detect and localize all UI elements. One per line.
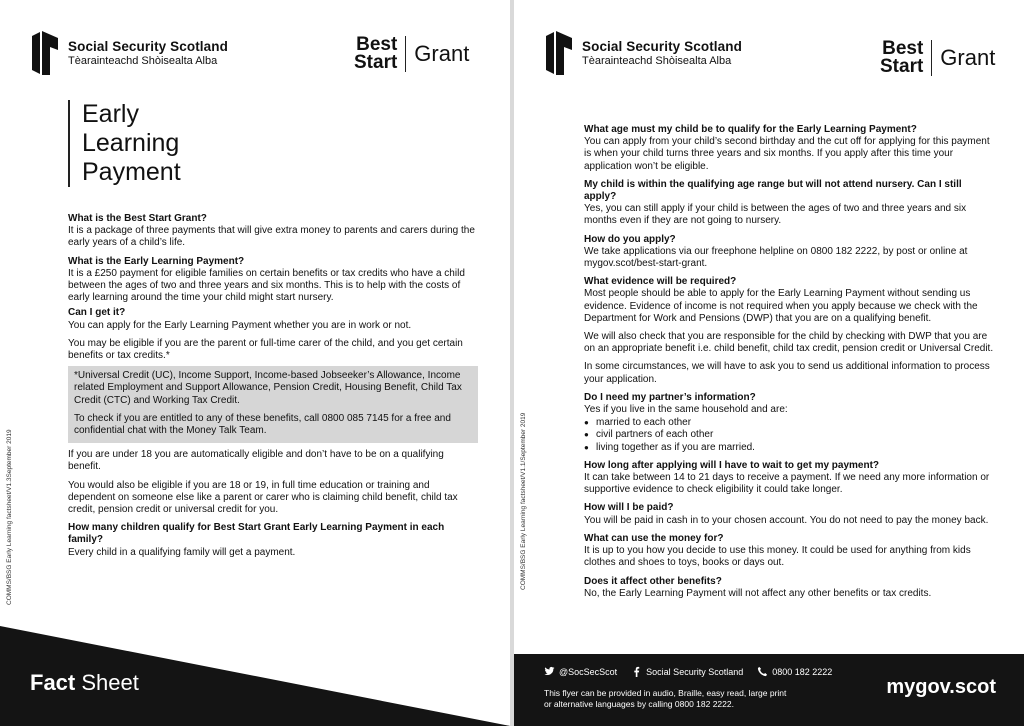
best-start-grant-logo: Best Start Grant — [880, 38, 996, 77]
question: How will I be paid? — [584, 502, 674, 514]
best-start-grant-logo: Best Start Grant — [354, 34, 470, 73]
question: What can use the money for? — [584, 532, 724, 544]
twitter-handle[interactable]: @SocSecScot — [559, 666, 618, 677]
question: Do I need my partner’s information? — [584, 391, 756, 403]
answer: In some circumstances, we will have to ask you to send us additional information to process your application. — [584, 361, 990, 385]
answer: It can take between 14 to 21 days to receive a payment. If we need any more information or supportive evidence to check eligibility it could take longer. — [584, 472, 990, 496]
org-name-gd: Tèarainteachd Shòisealta Alba — [68, 55, 218, 67]
question: What is the Best Start Grant? — [68, 213, 207, 224]
benefits-note-box: *Universal Credit (UC), Income Support, Income-based Jobseeker’s Allowance, Income related Employment and Support Allowance, Pension Credit, Housing Benefit, Child Tax Credit (CTC) and Working Tax Credit. To check if you are entitled to any of these benefits, call 0800 085 7145 for a free and confidential chat with the Money Talk Team. — [68, 366, 478, 443]
org-name-en: Social Security Scotland — [68, 39, 228, 54]
answer: Yes if you live in the same household and are: — [584, 404, 788, 416]
question: How long after applying will I have to wait to get my payment? — [584, 459, 880, 471]
partner-list — [584, 417, 994, 454]
facebook-page[interactable]: Social Security Scotland — [646, 666, 744, 677]
phone-number[interactable]: 0800 182 2222 — [772, 666, 833, 677]
left-content — [68, 213, 478, 559]
answer: Every child in a qualifying family will get a payment. — [68, 546, 296, 558]
org-name-gd: Tèarainteachd Shòisealta Alba — [582, 55, 732, 67]
mygov-logo[interactable]: mygov.scot — [886, 676, 996, 698]
question: What age must my child be to qualify for the Early Learning Payment? — [584, 124, 917, 135]
contact-row — [544, 666, 846, 677]
page-title: Early Learning Payment — [68, 100, 181, 187]
answer: We will also check that you are responsible for the child by checking with DWP that you are on an appropriate benefit i.e. child benefit, child tax credit, pension credit or Universal Credit. — [584, 331, 994, 355]
fact-sheet-label: Fact Sheet — [30, 670, 139, 695]
twitter-icon — [544, 666, 555, 677]
answer: You can apply from your child’s second birthday and the cut off for applying for this payment is when your child turns three years and six months. If you apply after this time your application won’t be eligible. — [584, 136, 990, 172]
answer: You may be eligible if you are the parent or full-time carer of the child, and you get certain benefits or tax credits.* — [68, 337, 463, 362]
answer: Most people should be able to apply for the Early Learning Payment without sending us evidence. Evidence of income is not required when you apply because we check with the Department for Work and Pensions (DWP) that you are on a qualifying benefit. — [584, 288, 978, 324]
social-security-scotland-logo-icon — [30, 30, 60, 76]
question: How many children qualify for Best Start Grant Early Learning Payment in each family? — [68, 522, 445, 546]
document-code: COMMS/BSG Early Learning factsheet/V1.3September 2019 — [6, 429, 13, 605]
accessibility-note: This flyer can be provided in audio, Braille, easy read, large print or alternative languages by calling 0800 182 2222. — [544, 688, 787, 709]
answer: You will be paid in cash in to your chosen account. You do not need to pay the money back. — [584, 514, 989, 526]
question: My child is within the qualifying age range but will not attend nursery. Can I still apply? — [584, 178, 962, 203]
org-logo — [544, 30, 742, 76]
answer: It is up to you how you decide to use this money. It could be used for anything from kids clothes and shoes to toys, books or days out. — [584, 545, 971, 569]
answer: Yes, you can still apply if your child is between the ages of two and three years and six months even if they are not going to nursery. — [584, 203, 967, 227]
social-security-scotland-logo-icon — [544, 30, 574, 76]
question: What evidence will be required? — [584, 276, 737, 288]
question: Does it affect other benefits? — [584, 575, 722, 587]
list-item: ● married to each other — [584, 417, 994, 429]
org-name-en: Social Security Scotland — [582, 39, 742, 54]
phone-icon — [757, 666, 768, 677]
document-code: COMMS/BSG Early Learning factsheet/V1.1/September 2019 — [520, 412, 527, 590]
answer: You can apply for the Early Learning Payment whether you are in work or not. — [68, 319, 412, 331]
answer: No, the Early Learning Payment will not affect any other benefits or tax credits. — [584, 587, 932, 599]
facebook-icon — [631, 666, 642, 677]
answer: We take applications via our freephone helpline on 0800 182 2222, by post or online at mygov.scot/best-start-grant. — [584, 245, 968, 270]
right-page — [514, 0, 1024, 726]
list-item: ● civil partners of each other — [584, 429, 994, 441]
answer: It is a £250 payment for eligible families on certain benefits or tax credits who have a child between the ages of two and three years and six months. This is to help with the costs of early learning around the time your child might start nursery. — [68, 267, 465, 304]
question: What is the Early Learning Payment? — [68, 255, 245, 267]
footer-band — [514, 654, 1024, 726]
left-page — [0, 0, 510, 726]
answer: You would also be eligible if you are 18 or 19, in full time education or training and dependent on someone else like a parent or carer who is claiming child benefit, child tax credit, pension credit or universal credit for you. — [68, 479, 458, 516]
question: Can I get it? — [68, 307, 126, 319]
list-item: ● living together as if you are married. — [584, 442, 994, 454]
right-content — [584, 124, 994, 600]
question: How do you apply? — [584, 233, 676, 245]
org-logo — [30, 30, 228, 76]
answer: If you are under 18 you are automatically eligible and don’t have to be on a qualifying benefit. — [68, 449, 444, 473]
answer: It is a package of three payments that will give extra money to parents and carers during the early years of a child’s life. — [68, 225, 475, 249]
